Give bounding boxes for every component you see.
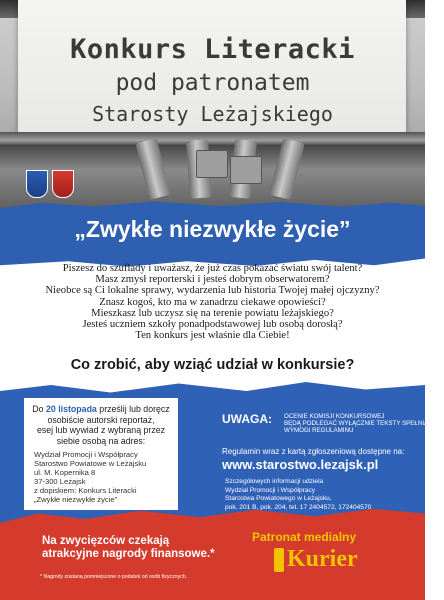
registration-note: Regulamin wraz z kartą zgłoszeniową dostępne na: (222, 447, 405, 456)
contest-subtitle: pod patronatem (115, 70, 310, 96)
media-patron-label: Patronat medialny (252, 530, 357, 544)
question-line: Ten konkurs jest właśnie dla Ciebie! (135, 330, 290, 342)
contact-line: Wydział Promocji i Współpracy (225, 486, 316, 494)
contest-patron: Starosty Leżajskiego (92, 102, 333, 126)
notice-line: OCENIE KOMISJI KONKURSOWEJ (284, 413, 385, 420)
address-line: „Zwykłe niezwykłe życie” (34, 495, 118, 504)
media-patron-logo (274, 546, 358, 573)
address-line: Starostwo Powiatowe w Leżajsku (34, 459, 147, 468)
question-line: Znasz kogoś, kto ma w zanadrzu ciekawe opowieści? (99, 296, 326, 308)
deadline-date: 20 listopada (45, 404, 97, 414)
typeslug (230, 156, 262, 184)
call-to-action: Co zrobić, aby wziąć udział w konkursie? (70, 357, 355, 373)
question-line: Nieobce są Ci lokalne sprawy, wydarzenia lub historia Twojej małej ojczyzny? (45, 285, 380, 297)
question-list (10, 263, 415, 341)
postal-address (34, 450, 146, 504)
prize-line: atrakcyjne nagrody finansowe.* (42, 548, 215, 560)
question-line: Piszesz do szuflady i uważasz, że już czas pokazać światu swój talent? (62, 263, 363, 274)
coat-of-arms-lezajsk-icon (26, 170, 48, 198)
submission-line: osobiście autorski reportaż, (47, 414, 155, 425)
typeslug (196, 150, 228, 178)
notice-text (284, 413, 444, 435)
address-line: Wydział Promocji i Współpracy (34, 450, 138, 459)
address-line: ul. M. Kopernika 8 (34, 468, 96, 477)
newspaper-badge-icon (274, 548, 284, 572)
submission-line: siebie osobą na adres: (56, 435, 146, 446)
footnote: * Nagrody zostaną pomniejszone o podatek od osób fizycznych. (40, 574, 188, 580)
submission-line: esej lub wywiad z wybraną przez (36, 425, 166, 435)
prize-line: Na zwycięzców czekają (42, 535, 170, 547)
slogan: „Zwykłe niezwykłe życie” (74, 216, 351, 242)
notice-line: BĘDĄ PODLEGAĆ WYŁĄCZNIE TEKSTY SPEŁNIAJĄCE (284, 420, 444, 428)
question-line: Mieszkasz lub uczysz się na terenie powiatu leżajskiego? (91, 307, 334, 319)
website-link[interactable]: www.starostwo.lezajsk.pl (222, 457, 379, 472)
contact-line: pok. 201 B, pok. 204, tel. 17 2404572, 172404570 (225, 503, 372, 511)
contest-title: Konkurs Literacki (70, 34, 355, 65)
submission-instructions (24, 404, 178, 446)
submission-line: Do 20 listopada prześlij lub doręcz (32, 404, 170, 414)
prize-announcement (42, 535, 215, 561)
contact-line: Starostwa Powiatowego w Leżajsku, (225, 495, 332, 503)
contact-info (225, 478, 371, 512)
address-line: z dopiskiem: Konkurs Literacki (34, 486, 137, 495)
address-line: 37-300 Leżajsk (34, 477, 86, 486)
question-line: Masz zmysł reporterski i jesteś dobrym obserwatorem? (95, 274, 330, 286)
contact-line: Szczegółowych informacji udziela (225, 478, 324, 485)
coats-of-arms (26, 170, 74, 198)
media-patron-name: Kurier (287, 546, 358, 572)
notice-title: UWAGA: (222, 412, 272, 426)
coat-of-arms-county-icon (52, 170, 74, 198)
submission-card (24, 398, 178, 510)
notice-line: WYMOGI REGULAMINU (284, 427, 354, 435)
question-line: Jesteś uczniem szkoły ponadpodstawowej lub osobą dorosłą? (82, 319, 343, 331)
typewriter-bar-mid (0, 132, 425, 146)
